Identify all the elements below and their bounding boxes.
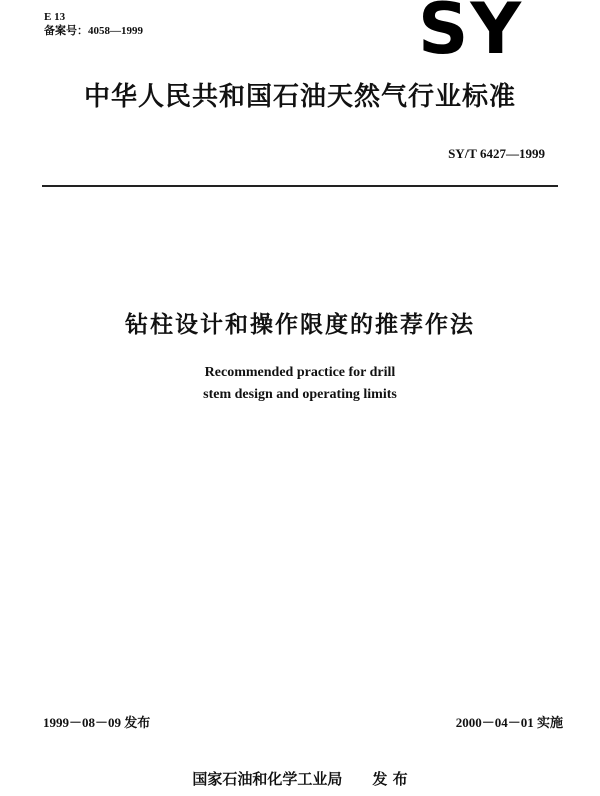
issuing-authority [0,770,600,788]
document-title-english-line1: Recommended practice for drill [204,365,396,380]
sy-logo: SY [418,0,524,70]
issuer-action: 发 布 [372,770,408,788]
standard-category-title: 中华人民共和国石油天然气行业标准 [83,82,516,112]
classification-code: E 13 [44,11,66,23]
document-title-english-line2: stem design and operating limits [203,387,397,402]
header-divider [42,185,558,187]
document-title-chinese: 钻柱设计和操作限度的推荐作法 [125,312,475,338]
filing-number: 备案号：4058—1999 [44,25,143,37]
implementation-date: 2000－04－01 实施 [455,715,563,730]
issue-date: 1999－08－09 发布 [43,715,151,730]
document-title-english [0,362,600,406]
issuer-organization: 国家石油和化学工业局 [192,770,343,788]
standard-number: SY/T 6427—1999 [448,146,545,161]
